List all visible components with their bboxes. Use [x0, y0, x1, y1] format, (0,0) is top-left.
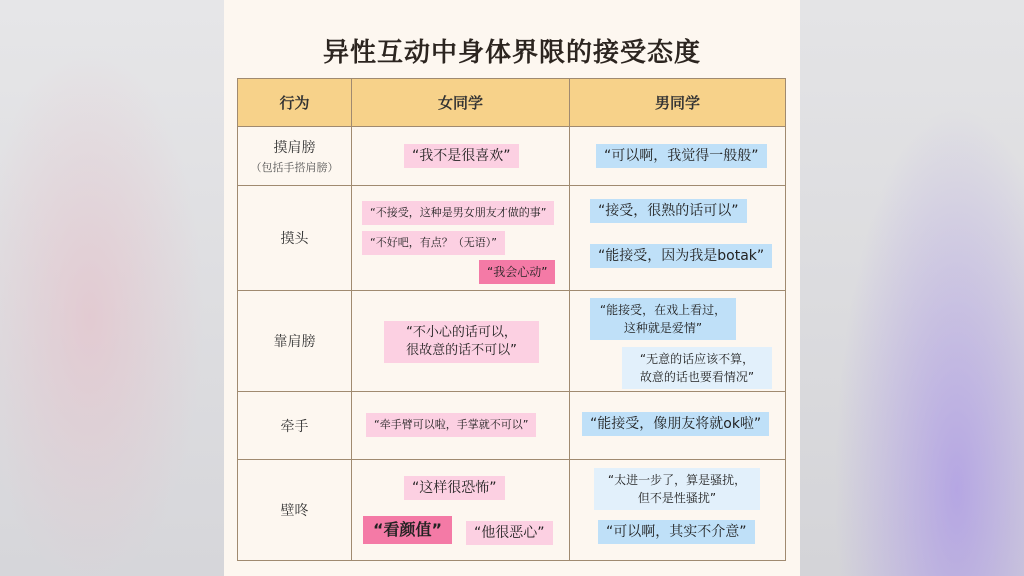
- quote-note: “能接受，像朋友将就ok啦”: [582, 412, 769, 436]
- quote-note: “可以啊，我觉得一般般”: [596, 144, 767, 168]
- quote-note: “不好吧，有点？（无语）”: [362, 231, 505, 255]
- female-cell: [352, 186, 570, 291]
- row-label: [238, 186, 352, 291]
- page-title: 异性互动中身体界限的接受态度: [322, 38, 701, 68]
- quote-note: “能接受，因为我是botak”: [590, 244, 772, 268]
- row-label-text: 摸头: [280, 231, 309, 247]
- attitude-table: [237, 78, 786, 561]
- background-left-blur: [0, 0, 224, 576]
- table-row: [238, 460, 786, 561]
- quote-note: “可以啊，其实不介意”: [598, 520, 755, 544]
- quote-note: “他很恶心”: [466, 521, 553, 545]
- female-cell: [352, 392, 570, 460]
- row-label: [238, 291, 352, 392]
- quote-note: “太进一步了，算是骚扰， 但不是性骚扰”: [594, 468, 760, 510]
- male-cell: [570, 127, 786, 186]
- male-cell: [570, 392, 786, 460]
- male-cell: [570, 291, 786, 392]
- infographic-card: [224, 0, 800, 576]
- row-label: [238, 460, 352, 561]
- table-row: [238, 186, 786, 291]
- row-sublabel: （包括手搭肩膀）: [250, 161, 339, 174]
- quote-note: “我不是很喜欢”: [404, 144, 519, 168]
- background-right-blur: [800, 0, 1024, 576]
- quote-note: “接受，很熟的话可以”: [590, 199, 747, 223]
- quote-note: “这样很恐怖”: [404, 476, 505, 500]
- row-label-text: 牵手: [280, 418, 309, 435]
- header-behavior: 行为: [238, 79, 352, 127]
- male-cell: [570, 186, 786, 291]
- quote-note: “不接受，这种是男女朋友才做的事”: [362, 201, 554, 225]
- female-cell: [352, 127, 570, 186]
- table-row: [238, 127, 786, 186]
- quote-note: “无意的话应该不算， 故意的话也要看情况”: [622, 347, 772, 389]
- table-row: [238, 291, 786, 392]
- quote-note: “不小心的话可以， 很故意的话不可以”: [384, 321, 539, 363]
- table-row: [238, 392, 786, 460]
- quote-note: “我会心动”: [479, 260, 555, 284]
- quote-note: “看颜值”: [363, 516, 452, 544]
- row-label-text: 靠肩膀: [273, 334, 316, 350]
- female-cell: [352, 291, 570, 392]
- row-label-text: 摸肩膀: [273, 140, 316, 156]
- row-label-text: 壁咚: [280, 503, 309, 519]
- female-cell: [352, 460, 570, 561]
- male-cell: [570, 460, 786, 561]
- row-label: [238, 392, 352, 460]
- header-male: 男同学: [570, 79, 786, 127]
- quote-note: “能接受，在戏上看过， 这种就是爱情”: [590, 298, 736, 340]
- quote-note: “牵手臂可以啦，手掌就不可以”: [366, 413, 536, 437]
- table-header-row: [238, 79, 786, 127]
- row-label: [238, 127, 352, 186]
- header-female: 女同学: [352, 79, 570, 127]
